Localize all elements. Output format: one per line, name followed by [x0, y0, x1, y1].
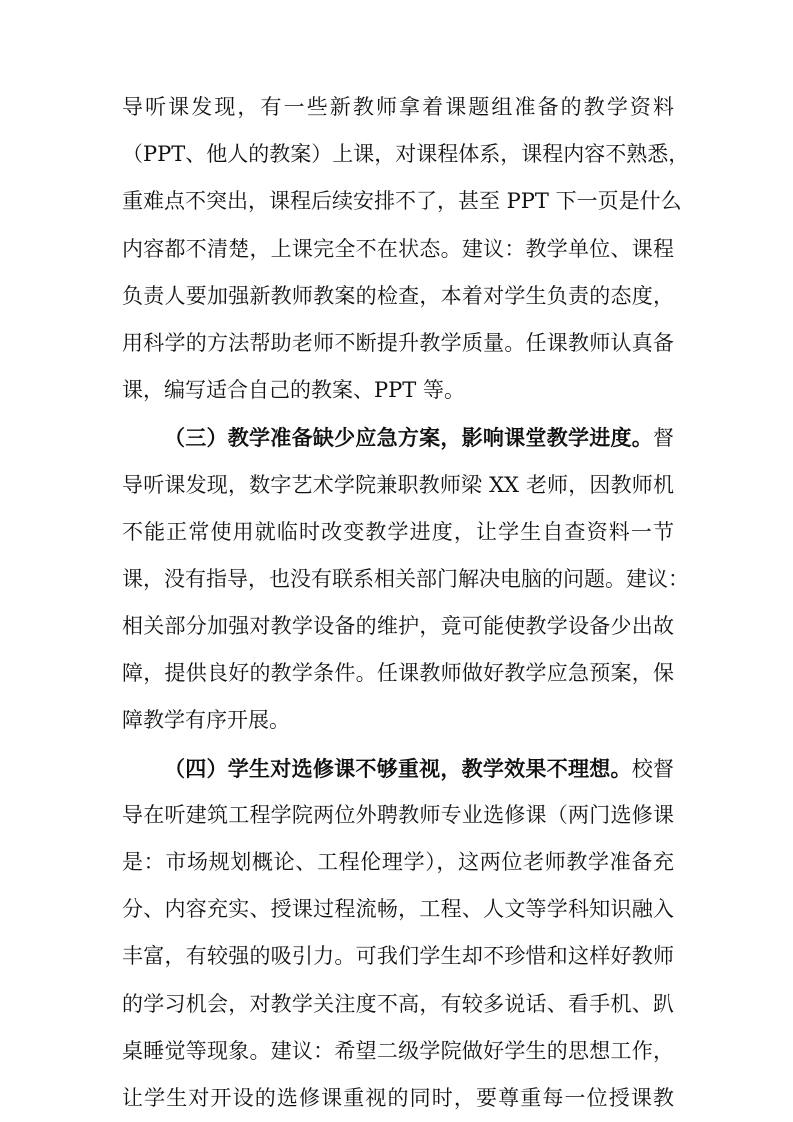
section-4-first-line — [122, 745, 674, 792]
paragraph-line: 丰富，有较强的吸引力。可我们学生却不珍惜和这样好教师 — [122, 944, 674, 969]
section-3-first-line — [122, 414, 674, 461]
paragraph-line: 让学生对开设的选修课重视的同时，要尊重每一位授课教 — [122, 1085, 674, 1110]
section-4-heading: （四）学生对选修课不够重视，教学效果不理想。 — [164, 755, 632, 781]
paragraph-line: 障教学有序开展。 — [122, 708, 290, 733]
paragraph-line: 导听课发现，数字艺术学院兼职教师梁 XX 老师，因教师机 — [122, 472, 674, 497]
paragraph-line: 课，编写适合自己的教案、PPT 等。 — [122, 378, 465, 403]
paragraph-line: 的学习机会，对教学关注度不高，有较多说话、看手机、趴 — [122, 991, 674, 1016]
paragraph-line: 用科学的方法帮助老师不断提升教学质量。任课教师认真备 — [122, 330, 674, 355]
paragraph-line: 内容都不清楚，上课完全不在状态。建议：教学单位、课程 — [122, 236, 674, 261]
paragraph-line: 不能正常使用就临时改变教学进度，让学生自查资料一节 — [122, 519, 674, 544]
section-4-lead-text: 校督 — [631, 756, 675, 781]
paragraph-line: 分、内容充实、授课过程流畅，工程、人文等学科知识融入 — [122, 897, 674, 922]
paragraph-line: 导听课发现，有一些新教师拿着课题组准备的教学资料 — [122, 95, 674, 119]
paragraph-line: 课，没有指导，也没有联系相关部门解决电脑的问题。建议： — [122, 566, 689, 591]
paragraph-line: 障，提供良好的教学条件。任课教师做好教学应急预案，保 — [122, 661, 674, 686]
paragraph-line: 重难点不突出，课程后续安排不了，甚至 PPT 下一页是什么 — [122, 189, 682, 214]
paragraph-line: 负责人要加强新教师教案的检查，本着对学生负责的态度， — [122, 283, 674, 308]
paragraph-line: 桌睡觉等现象。建议：希望二级学院做好学生的思想工作， — [122, 1038, 674, 1063]
paragraph-line: （PPT、他人的教案）上课，对课程体系，课程内容不熟悉， — [122, 142, 690, 167]
section-3-heading: （三）教学准备缺少应急方案，影响课堂教学进度。 — [164, 425, 653, 451]
section-3-lead-text: 督 — [653, 426, 674, 451]
paragraph-line: 相关部分加强对教学设备的维护，竟可能使教学设备少出故 — [122, 614, 674, 639]
paragraph-line: 导在听建筑工程学院两位外聘教师专业选修课（两门选修课 — [122, 802, 674, 827]
document-page — [122, 84, 690, 1122]
paragraph-line: 是：市场规划概论、工程伦理学），这两位老师教学准备充 — [122, 850, 674, 874]
